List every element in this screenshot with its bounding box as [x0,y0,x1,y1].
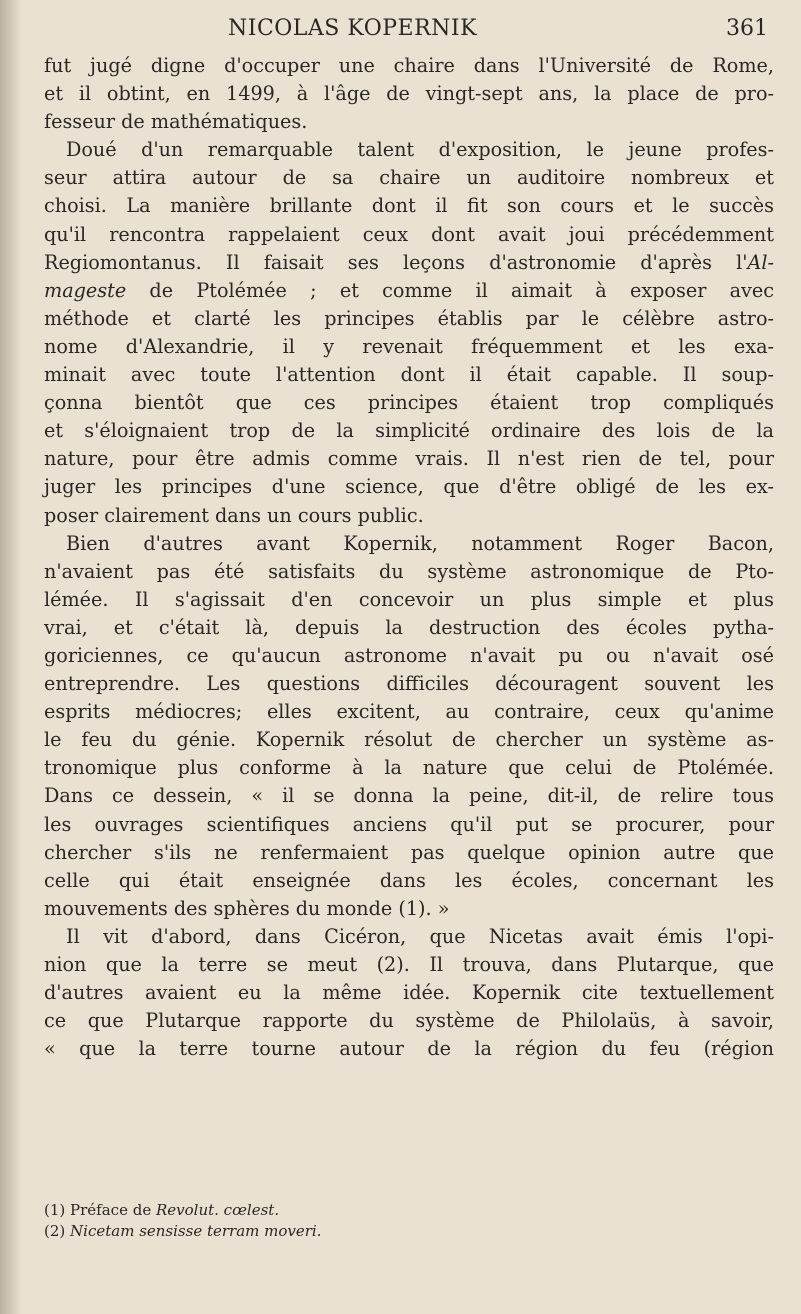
text-line: entreprendre. Les questions difficiles découragent souvent les [44,672,774,696]
running-head [44,16,774,46]
text-line: n'avaient pas été satisfaits du système astronomique de Pto- [44,559,774,583]
text-line: tronomique plus conforme à la nature que celui de Ptolémée. [44,756,774,780]
text-line: poser clairement dans un cours public. [44,503,424,527]
text-line: choisi. La manière brillante dont il fit son cours et le succès [44,194,774,218]
text-line: çonna bientôt que ces principes étaient trop compliqués [44,391,774,415]
text-line: Bien d'autres avant Kopernik, notamment Roger Bacon, [66,531,774,555]
text-line: Regiomontanus. Il faisait ses leçons d'astronomie d'après l'Al- [44,250,774,274]
page-number: 361 [726,16,768,41]
text-line: nome d'Alexandrie, il y revenait fréquemment et les exa- [44,334,774,358]
text-line: mouvements des sphères du monde (1). » [44,896,450,920]
text-line: mageste de Ptolémée ; et comme il aimait à exposer avec [44,278,774,302]
text-line: nature, pour être admis comme vrais. Il n'est rien de tel, pour [44,447,774,471]
text-line: Dans ce dessein, « il se donna la peine, dit-il, de relire tous [44,784,774,808]
text-line: vrai, et c'était là, depuis la destruction des écoles pytha- [44,615,774,639]
text-line: le feu du génie. Kopernik résolut de chercher un système as- [44,728,774,752]
text-line: Il vit d'abord, dans Cicéron, que Nicetas avait émis l'opi- [66,924,774,948]
text-line: méthode et clarté les principes établis par le célèbre astro- [44,306,774,330]
text-line: lémée. Il s'agissait d'en concevoir un plus simple et plus [44,587,774,611]
text-line: et il obtint, en 1499, à l'âge de vingt-sept ans, la place de pro- [44,82,774,106]
running-title: NICOLAS KOPERNIK [228,16,478,41]
text-line: seur attira autour de sa chaire un auditoire nombreux et [44,166,774,190]
text-line: et s'éloignaient trop de la simplicité ordinaire des lois de la [44,419,774,443]
footnote-2: (2) Nicetam sensisse terram moveri. [44,1222,322,1240]
text-line: celle qui était enseignée dans les écoles, concernant les [44,868,774,892]
text-line: d'autres avaient eu la même idée. Kopernik cite textuellement [44,981,774,1005]
footnote-1: (1) Préface de Revolut. cœlest. [44,1201,280,1219]
text-line: chercher s'ils ne renfermaient pas quelque opinion autre que [44,840,774,864]
body-text [44,52,774,1063]
text-line: « que la terre tourne autour de la région du feu (région [44,1037,774,1061]
text-line: goriciennes, ce qu'aucun astronome n'avait pu ou n'avait osé [44,643,774,667]
text-line: esprits médiocres; elles excitent, au contraire, ceux qu'anime [44,700,774,724]
text-line: les ouvrages scientifiques anciens qu'il put se procurer, pour [44,812,774,836]
text-line: qu'il rencontra rappelaient ceux dont avait joui précédemment [44,222,774,246]
text-line: fut jugé digne d'occuper une chaire dans l'Université de Rome, [44,54,774,77]
text-line: juger les principes d'une science, que d'être obligé de les ex- [44,475,774,499]
footnotes [44,1200,774,1242]
text-line: nion que la terre se meut (2). Il trouva, dans Plutarque, que [44,953,774,976]
text-line: Doué d'un remarquable talent d'exposition, le jeune profes- [66,138,774,162]
text-line: minait avec toute l'attention dont il était capable. Il soup- [44,363,774,387]
text-line: ce que Plutarque rapporte du système de Philolaüs, à savoir, [44,1009,774,1033]
binding-shadow [0,0,22,1314]
text-line: fesseur de mathématiques. [44,110,308,134]
book-page [44,0,774,1314]
